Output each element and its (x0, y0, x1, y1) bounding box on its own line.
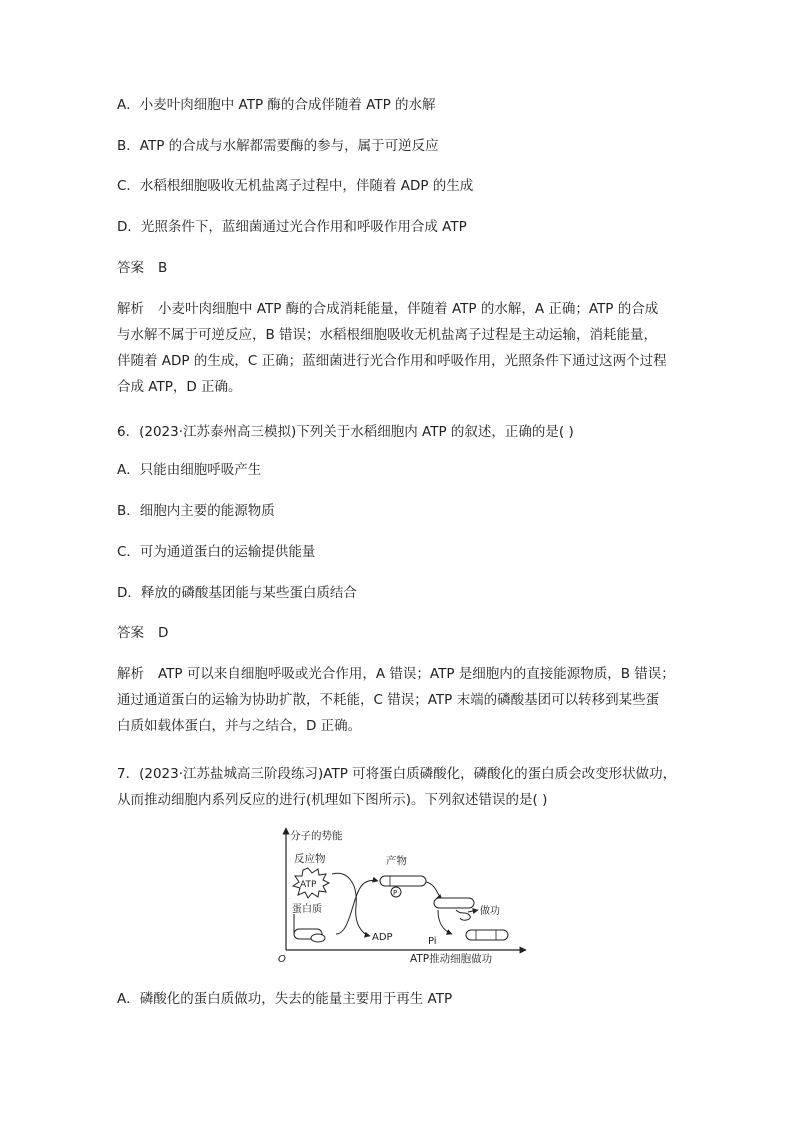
returned-protein (466, 930, 508, 940)
analysis-line: 通过通道蛋白的运输为协助扩散，不耗能，C 错误；ATP 末端的磷酸基团可以转移到某些蛋 (117, 692, 660, 708)
q7-stem (117, 761, 677, 813)
pi-label: Pi (428, 936, 437, 947)
protein-label: 蛋白质 (292, 904, 322, 915)
answer-label: 答案 (117, 260, 144, 276)
q6-option-c: C．可为通道蛋白的运输提供能量 (117, 544, 316, 560)
x-axis-label: ATP推动细胞做功 (410, 953, 493, 965)
q6-option-d: D．释放的磷酸基团能与某些蛋白质结合 (117, 585, 357, 601)
q5-option-a: A．小麦叶肉细胞中 ATP 酶的合成伴随着 ATP 的水解 (117, 97, 436, 113)
q5-analysis (117, 296, 677, 400)
q5-answer (117, 260, 167, 276)
phosphorylated-protein (380, 876, 426, 886)
analysis-line: ATP 可以来自细胞呼吸或光合作用，A 错误；ATP 是细胞内的直接能源物质，B 错误； (158, 666, 675, 682)
q5-option-d: D．光照条件下，蓝细菌通过光合作用和呼吸作用合成 ATP (117, 219, 467, 235)
analysis-line: 合成 ATP，D 正确。 (117, 379, 242, 395)
answer-label: 答案 (117, 625, 144, 641)
work-label: 做功 (480, 906, 500, 917)
q6-option-b: B．细胞内主要的能源物质 (117, 503, 275, 519)
atp-label: ATP (300, 880, 317, 890)
working-protein (434, 898, 474, 908)
adp-label: ADP (372, 932, 393, 943)
q5-option-b: B．ATP 的合成与水解都需要酶的参与，属于可逆反应 (117, 138, 439, 154)
analysis-label: 解析 (117, 301, 144, 317)
q6-answer (117, 625, 168, 641)
p-label: P (393, 889, 398, 897)
q7-option-a: A．磷酸化的蛋白质做功，失去的能量主要用于再生 ATP (117, 991, 453, 1007)
atp-mechanism-figure (270, 826, 532, 966)
reaction-arrow (426, 882, 442, 900)
reaction-arrow (336, 880, 378, 934)
product-label: 产物 (386, 855, 407, 867)
q6-option-a: A．只能由细胞呼吸产生 (117, 462, 262, 478)
q5-option-c: C．水稻根细胞吸收无机盐离子过程中，伴随着 ADP 的生成 (117, 178, 474, 194)
answer-value: B (158, 260, 168, 276)
y-axis-label: 分子的势能 (290, 830, 343, 842)
reactant-label: 反应物 (294, 853, 326, 865)
analysis-line: 小麦叶肉细胞中 ATP 酶的合成消耗能量，伴随着 ATP 的水解，A 正确；ATP 的合成 (158, 301, 659, 317)
analysis-label: 解析 (117, 666, 144, 682)
q6-stem: 6．(2023·江苏泰州高三模拟)下列关于水稻细胞内 ATP 的叙述，正确的是( ) (117, 424, 574, 440)
analysis-line: 伴随着 ADP 的生成，C 正确；蓝细菌进行光合作用和呼吸作用，光照条件下通过这两个过程 (117, 353, 667, 369)
analysis-line: 与水解不属于可逆反应，B 错误；水稻根细胞吸收无机盐离子过程是主动运输，消耗能量， (117, 327, 658, 343)
origin-label: O (278, 954, 286, 965)
q7-stem-line: 从而推动细胞内系列反应的进行(机理如下图所示)。下列叙述错误的是( ) (117, 792, 548, 808)
answer-value: D (158, 625, 169, 641)
q7-stem-line: 7．(2023·江苏盐城高三阶段练习)ATP 可将蛋白质磷酸化，磷酸化的蛋白质会改变形状做功， (117, 766, 677, 782)
analysis-line: 白质如载体蛋白，并与之结合，D 正确。 (117, 718, 362, 734)
reaction-arrow (438, 910, 452, 934)
q6-analysis (117, 661, 677, 739)
